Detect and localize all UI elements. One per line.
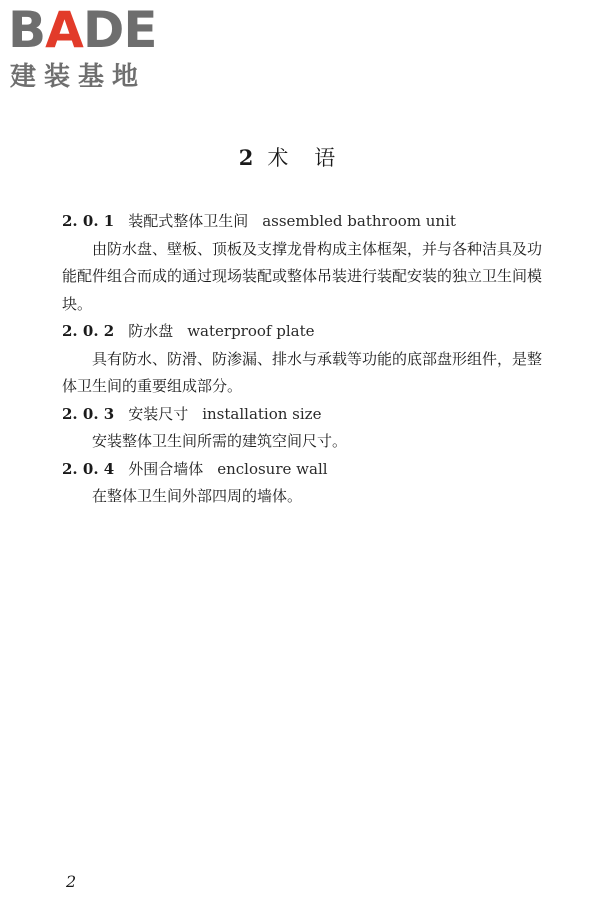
term-english: assembled bathroom unit — [262, 212, 456, 230]
term-heading — [62, 401, 542, 429]
term-item — [62, 401, 542, 456]
term-chinese: 外围合墙体 — [128, 459, 204, 478]
term-item — [62, 208, 542, 318]
term-english: waterproof plate — [187, 322, 315, 340]
term-definition: 在整体卫生间外部四周的墙体。 — [92, 487, 303, 505]
terms-list — [62, 208, 542, 511]
term-definition: 安装整体卫生间所需的建筑空间尺寸。 — [92, 432, 348, 450]
logo-wordmark — [8, 1, 157, 59]
term-definition: 具有防水、防滑、防渗漏、排水与承载等功能的底部盘形组件，是整体卫生间的重要组成部分。 — [62, 349, 543, 395]
logo — [8, 1, 178, 96]
term-chinese: 安装尺寸 — [128, 404, 189, 423]
chapter-number: 2 — [238, 145, 254, 170]
term-number: 2. 0. 3 — [62, 404, 115, 423]
term-heading — [62, 318, 542, 346]
term-english: installation size — [202, 404, 322, 423]
term-number: 2. 0. 4 — [62, 459, 115, 478]
term-heading — [62, 456, 542, 484]
logo-letter-b: B — [8, 1, 46, 59]
page-number: 2 — [66, 872, 77, 891]
term-item — [62, 318, 542, 401]
chapter-title — [0, 144, 600, 172]
term-number: 2. 0. 2 — [62, 322, 115, 340]
term-chinese: 防水盘 — [128, 322, 174, 340]
term-heading — [62, 208, 542, 236]
logo-letter-a: A — [45, 1, 83, 59]
chapter-name: 术语 — [267, 146, 362, 170]
logo-letters-de: DE — [82, 1, 157, 59]
term-number: 2. 0. 1 — [62, 212, 115, 230]
logo-subtitle: 建装基地 — [10, 62, 147, 92]
term-english: enclosure wall — [217, 459, 328, 478]
term-chinese: 装配式整体卫生间 — [128, 212, 249, 230]
term-item — [62, 456, 542, 511]
term-definition: 由防水盘、壁板、顶板及支撑龙骨构成主体框架，并与各种洁具及功能配件组合而成的通过现场装配或整体吊装进行装配安装的独立卫生间模块。 — [62, 239, 543, 313]
